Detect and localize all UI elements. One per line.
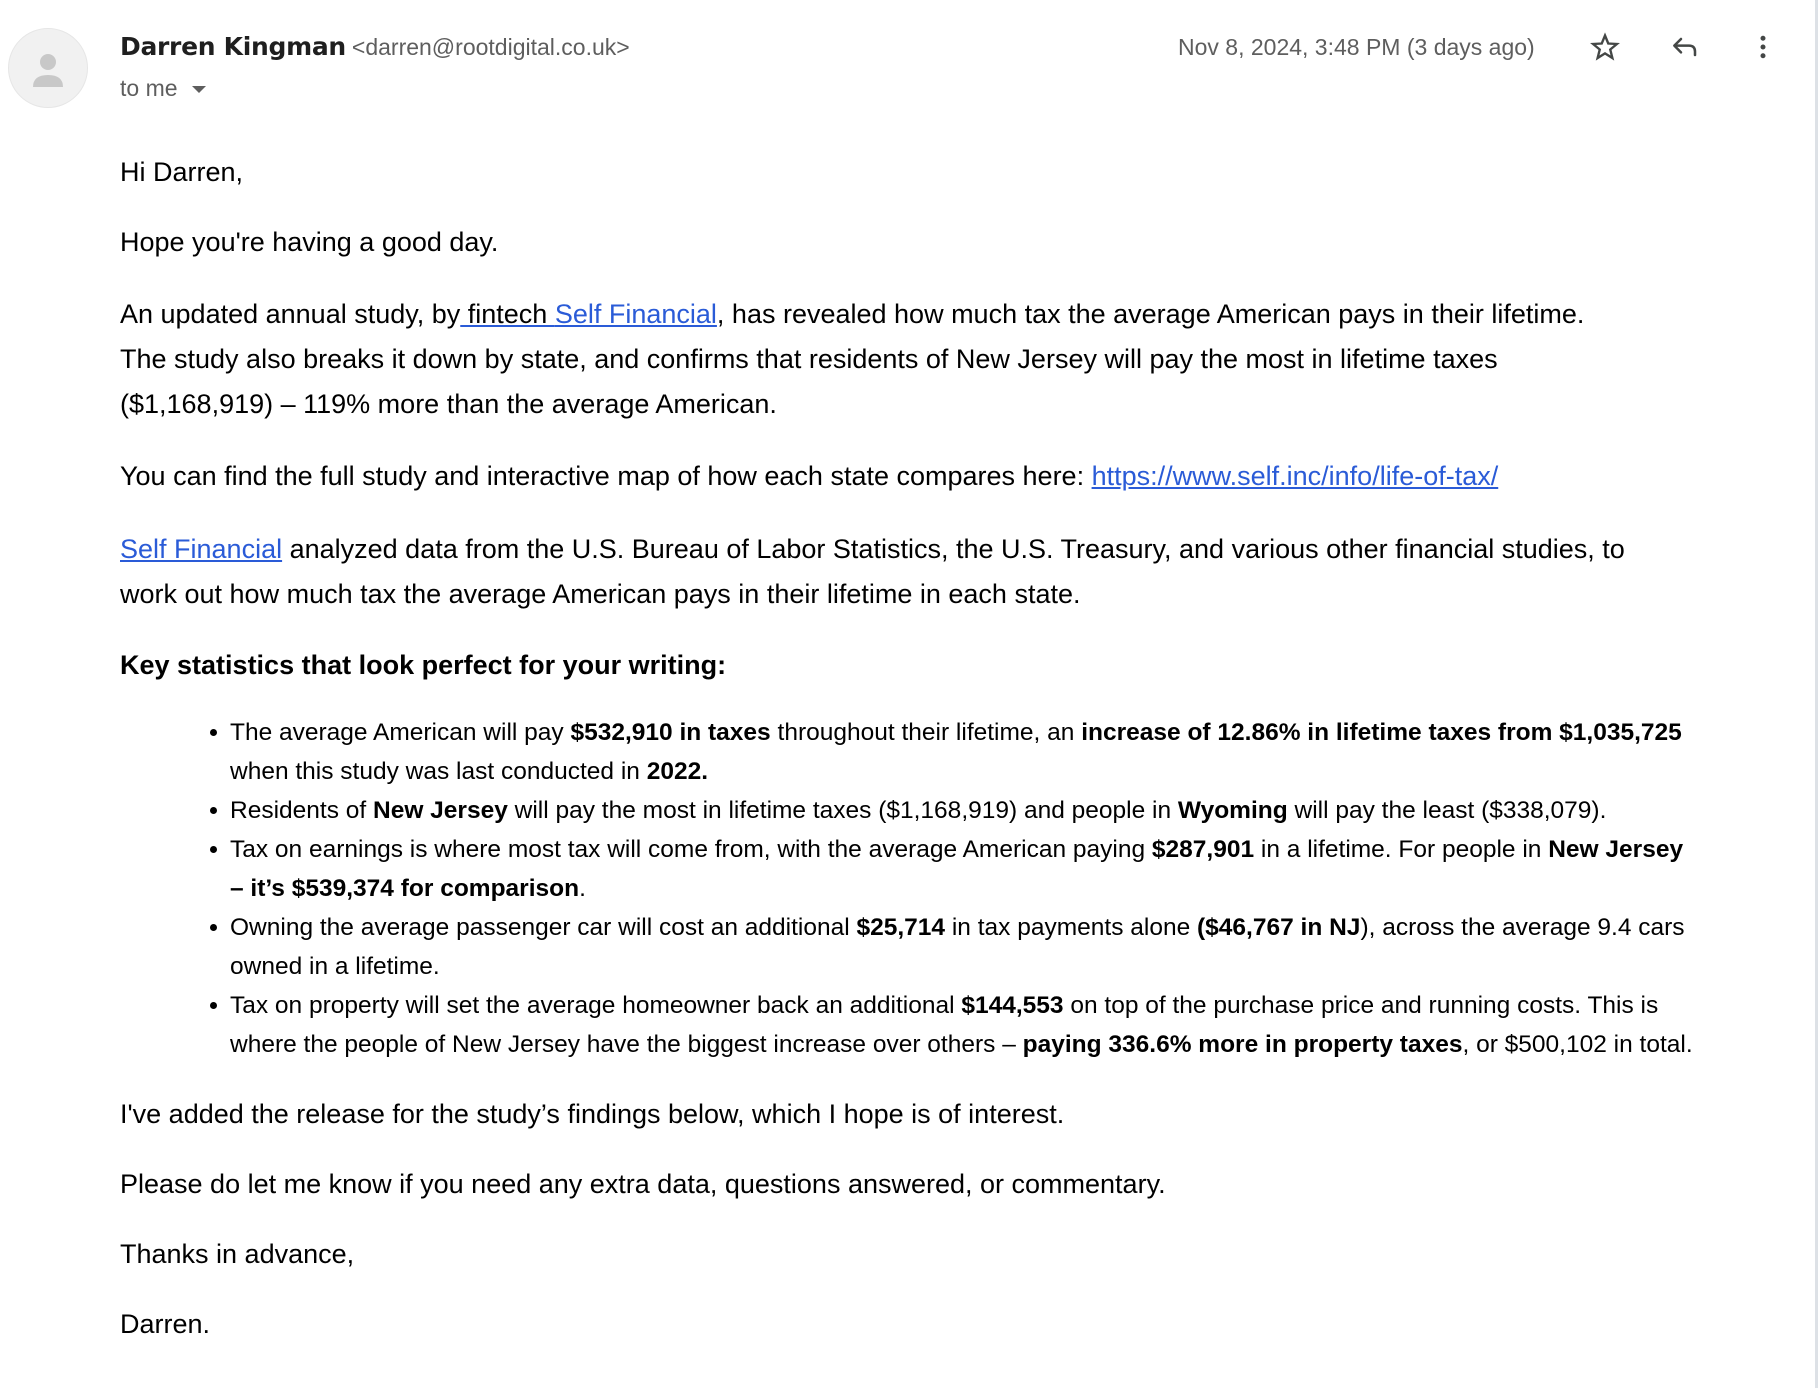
thanks-text: Thanks in advance, bbox=[120, 1239, 355, 1269]
caret-down-icon bbox=[192, 86, 206, 93]
bullet-icon bbox=[210, 846, 217, 853]
recipient-details-toggle[interactable] bbox=[120, 72, 206, 104]
self-financial-link-2[interactable]: Self Financial bbox=[120, 534, 283, 564]
list-item: Tax on property will set the average homeowner back an additional $144,553 on top of the purchase price and running costs. This is where the people of New Jersey have the biggest increase over others – paying 336.6% more in property taxes, or $500,102 in total. bbox=[230, 986, 1818, 1064]
opener: Hope you're having a good day. bbox=[120, 227, 499, 257]
recipient-label: to me bbox=[120, 75, 178, 101]
greeting: Hi Darren, bbox=[120, 157, 244, 187]
fintech-link[interactable]: fintech bbox=[460, 299, 555, 329]
paragraph-line: The study also breaks it down by state, and confirms that residents of New Jersey will pay the most in lifetime taxes bbox=[120, 344, 1498, 374]
sender-avatar[interactable] bbox=[8, 28, 88, 108]
paragraph-line: Self Financial analyzed data from the U.S. Bureau of Labor Statistics, the U.S. Treasury, and various other financial studies, to bbox=[120, 534, 1625, 564]
list-item: Tax on earnings is where most tax will come from, with the average American paying $287,901 in a lifetime. For people in New Jersey – it’s $539,374 for comparison. bbox=[230, 830, 1818, 908]
message-timestamp: Nov 8, 2024, 3:48 PM (3 days ago) bbox=[1178, 34, 1535, 60]
self-financial-link[interactable]: Self Financial bbox=[554, 299, 717, 329]
more-options-button[interactable] bbox=[1743, 27, 1783, 67]
sender-line bbox=[120, 30, 630, 68]
reply-arrow-icon bbox=[1669, 31, 1701, 63]
signoff-text: Darren. bbox=[120, 1309, 211, 1339]
sender-email: <darren@rootdigital.co.uk> bbox=[351, 34, 630, 60]
key-statistics-list bbox=[230, 713, 1818, 1064]
sender-name[interactable]: Darren Kingman bbox=[120, 32, 346, 61]
list-item: Residents of New Jersey will pay the most in lifetime taxes ($1,168,919) and people in Wyoming will pay the least ($338,079). bbox=[230, 791, 1818, 830]
paragraph-line: An updated annual study, by fintech Self Financial, has revealed how much tax the average American pays in their lifetime. bbox=[120, 299, 1585, 329]
list-item: The average American will pay $532,910 in taxes throughout their lifetime, an increase of 12.86% in lifetime taxes from $1,035,725 when this study was last conducted in 2022. bbox=[230, 713, 1818, 791]
paragraph-full-study: You can find the full study and interactive map of how each state compares here: https://www.self.inc/info/life-of-tax/ bbox=[120, 461, 1499, 491]
paragraph-line: work out how much tax the average American pays in their lifetime in each state. bbox=[120, 579, 1081, 609]
bullet-icon bbox=[210, 807, 217, 814]
bullet-icon bbox=[210, 924, 217, 931]
reply-button[interactable] bbox=[1665, 27, 1705, 67]
more-vertical-icon bbox=[1748, 32, 1778, 62]
list-item: Owning the average passenger car will cost an additional $25,714 in tax payments alone ($46,767 in NJ), across the average 9.4 cars owned in a lifetime. bbox=[230, 908, 1818, 986]
paragraph-line: ($1,168,919) – 119% more than the average American. bbox=[120, 389, 777, 419]
star-button[interactable] bbox=[1585, 27, 1625, 67]
bullet-icon bbox=[210, 1002, 217, 1009]
offer-text: Please do let me know if you need any extra data, questions answered, or commentary. bbox=[120, 1169, 1166, 1199]
study-url-link[interactable]: https://www.self.inc/info/life-of-tax/ bbox=[1091, 461, 1499, 491]
release-note: I've added the release for the study’s findings below, which I hope is of interest. bbox=[120, 1099, 1065, 1129]
paragraph-study-intro bbox=[120, 292, 1584, 427]
key-statistics-heading: Key statistics that look perfect for your writing: bbox=[120, 650, 727, 680]
bullet-icon bbox=[210, 729, 217, 736]
paragraph-methodology bbox=[120, 527, 1625, 617]
star-outline-icon bbox=[1590, 32, 1620, 62]
person-icon bbox=[9, 29, 88, 108]
